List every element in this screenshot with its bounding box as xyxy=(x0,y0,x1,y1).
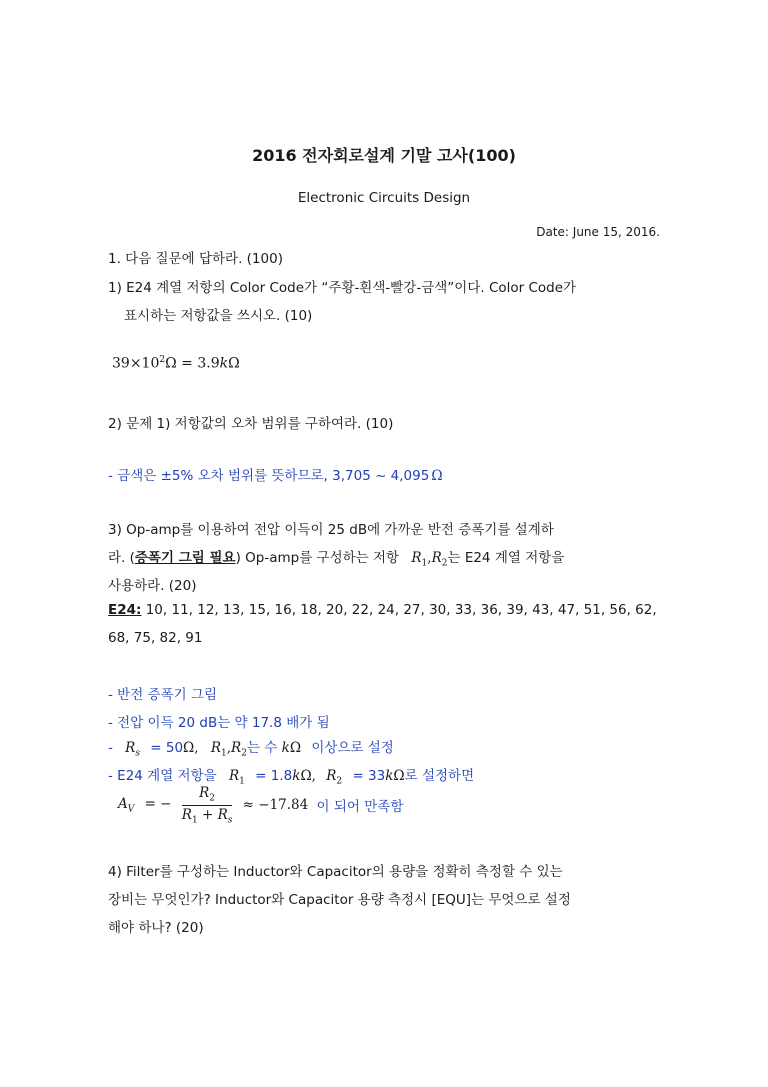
question-3-line2 xyxy=(108,546,564,569)
r2-value: = 33 xyxy=(352,768,386,784)
answer-1-formula xyxy=(112,355,240,372)
e24-values-1: 10, 11, 12, 13, 15, 16, 18, 20, 22, 24, 27, 30, 33, 36, 39, 43, 47, 51, 56, 62, xyxy=(145,602,657,618)
gain-subscript: V xyxy=(127,804,135,815)
r1-subscript: 1 xyxy=(191,815,198,826)
ohm-symbol: Ω xyxy=(300,768,312,784)
question-4-line1: 4) Filter를 구성하는 Inductor와 Capacitor의 용량을 정확히 측정할 수 있는 xyxy=(108,864,563,880)
e24-series-line1 xyxy=(108,602,657,618)
rs-symbol: R xyxy=(217,806,228,823)
rs-subscript: s xyxy=(227,815,233,826)
answer-1-exponent: 2 xyxy=(159,355,166,365)
question-3-line2-b: ) Op-amp를 구성하는 저항 xyxy=(235,550,400,566)
gain-approx-value: ≈ −17.84 xyxy=(242,797,309,814)
r1-subscript: 1 xyxy=(221,748,227,759)
separator-comma: , xyxy=(311,768,316,784)
answer-3-e24-intro: - E24 계열 저항을 xyxy=(108,768,217,784)
resistor-comma: , xyxy=(226,740,232,756)
question-3-line2-c: 는 E24 계열 저항을 xyxy=(447,550,565,566)
figure-required-note: 증폭기 그림 필요 xyxy=(134,550,236,566)
question-1-1-line1: 1) E24 계열 저항의 Color Code가 “주황-흰색-빨강-금색”이다. Color Code가 xyxy=(108,280,577,296)
r2-subscript: 2 xyxy=(441,558,448,569)
answer-3-e24-line xyxy=(108,764,474,787)
answer-1-kilo: k xyxy=(219,355,229,372)
r2-symbol: R xyxy=(199,785,210,801)
r1-symbol: R xyxy=(181,806,192,823)
r1-symbol: R xyxy=(228,768,240,784)
r1-value: = 1.8 xyxy=(255,768,293,784)
r2-symbol: R xyxy=(326,768,337,784)
rs-subscript: s xyxy=(135,748,140,759)
answer-1-equals: Ω = 3.9 xyxy=(165,355,220,372)
fraction-numerator xyxy=(182,785,233,806)
question-3-line2-a: 라. ( xyxy=(108,550,135,566)
r2-symbol: R xyxy=(431,550,442,566)
resistor-comma: , xyxy=(427,550,432,566)
plus-sign: + xyxy=(197,806,218,823)
kilo-symbol: k xyxy=(292,768,301,784)
answer-2-text: - 금색은 ±5% 오차 범위를 뜻하므로, 3,705 ~ 4,095 xyxy=(108,468,430,484)
gain-equals: = − xyxy=(144,795,172,812)
gain-symbol: A xyxy=(118,795,128,812)
ohm-symbol: Ω xyxy=(393,768,405,784)
question-1-header: 1. 다음 질문에 답하라. (100) xyxy=(108,251,283,267)
r2-symbol: R xyxy=(231,740,242,756)
r1-symbol: R xyxy=(210,740,222,756)
answer-3-rs-mid: 는 수 xyxy=(246,740,278,756)
separator-comma: , xyxy=(194,740,199,756)
e24-label: E24: xyxy=(108,602,142,618)
answer-1-mantissa: 39 xyxy=(112,355,130,372)
answer-3-e24-end: 로 설정하면 xyxy=(404,768,475,784)
answer-3-figure-line: - 반전 증폭기 그림 xyxy=(108,687,218,703)
r2-subscript: 2 xyxy=(209,793,216,804)
question-3-line1: 3) Op-amp를 이용하여 전압 이득이 25 dB에 가까운 반전 증폭기를 설계하 xyxy=(108,522,554,538)
gain-formula xyxy=(118,785,403,825)
resistor-symbols xyxy=(411,550,448,569)
answer-3-rs-end: 이상으로 설정 xyxy=(311,740,394,756)
rs-value: = 50 xyxy=(150,740,184,756)
exam-title: 2016 전자회로설계 기말 고사(100) xyxy=(252,146,516,165)
gain-fraction xyxy=(182,785,233,825)
r2-subscript: 2 xyxy=(241,748,247,759)
fraction-denominator xyxy=(182,806,233,826)
answer-2 xyxy=(108,464,443,484)
r1-subscript: 1 xyxy=(421,558,428,569)
answer-3-rs-line xyxy=(108,736,394,759)
r1-subscript: 1 xyxy=(239,776,245,787)
r2-subscript: 2 xyxy=(336,776,343,787)
answer-1-ohm: Ω xyxy=(228,355,240,372)
ohm-symbol: Ω xyxy=(183,740,195,756)
course-subtitle: Electronic Circuits Design xyxy=(297,190,471,206)
exam-date: Date: June 15, 2016. xyxy=(536,225,660,239)
question-2: 2) 문제 1) 저항값의 오차 범위를 구하여라. (10) xyxy=(108,416,394,432)
kilo-symbol: k xyxy=(281,740,290,756)
e24-series-line2: 68, 75, 82, 91 xyxy=(108,630,203,646)
answer-3-rs-dash: - xyxy=(108,740,113,756)
r1-symbol: R xyxy=(411,550,422,566)
ohm-symbol: Ω xyxy=(431,468,443,484)
answer-3-gain-line: - 전압 이득 20 dB는 약 17.8 배가 됨 xyxy=(108,715,330,731)
answer-1-power: ×10 xyxy=(129,355,160,372)
ohm-symbol: Ω xyxy=(289,740,302,756)
question-3-line3: 사용하라. (20) xyxy=(108,578,197,594)
question-4-line3: 해야 하나? (20) xyxy=(108,920,204,936)
answer-3-conclusion: 이 되어 만족함 xyxy=(316,799,404,816)
kilo-symbol: k xyxy=(385,768,394,784)
question-4-line2: 장비는 무엇인가? Inductor와 Capacitor 용량 측정시 [EQU]는 무엇으로 설정 xyxy=(108,892,571,908)
question-1-1-line2: 표시하는 저항값을 쓰시오. (10) xyxy=(124,308,313,324)
rs-symbol: R xyxy=(125,740,136,756)
